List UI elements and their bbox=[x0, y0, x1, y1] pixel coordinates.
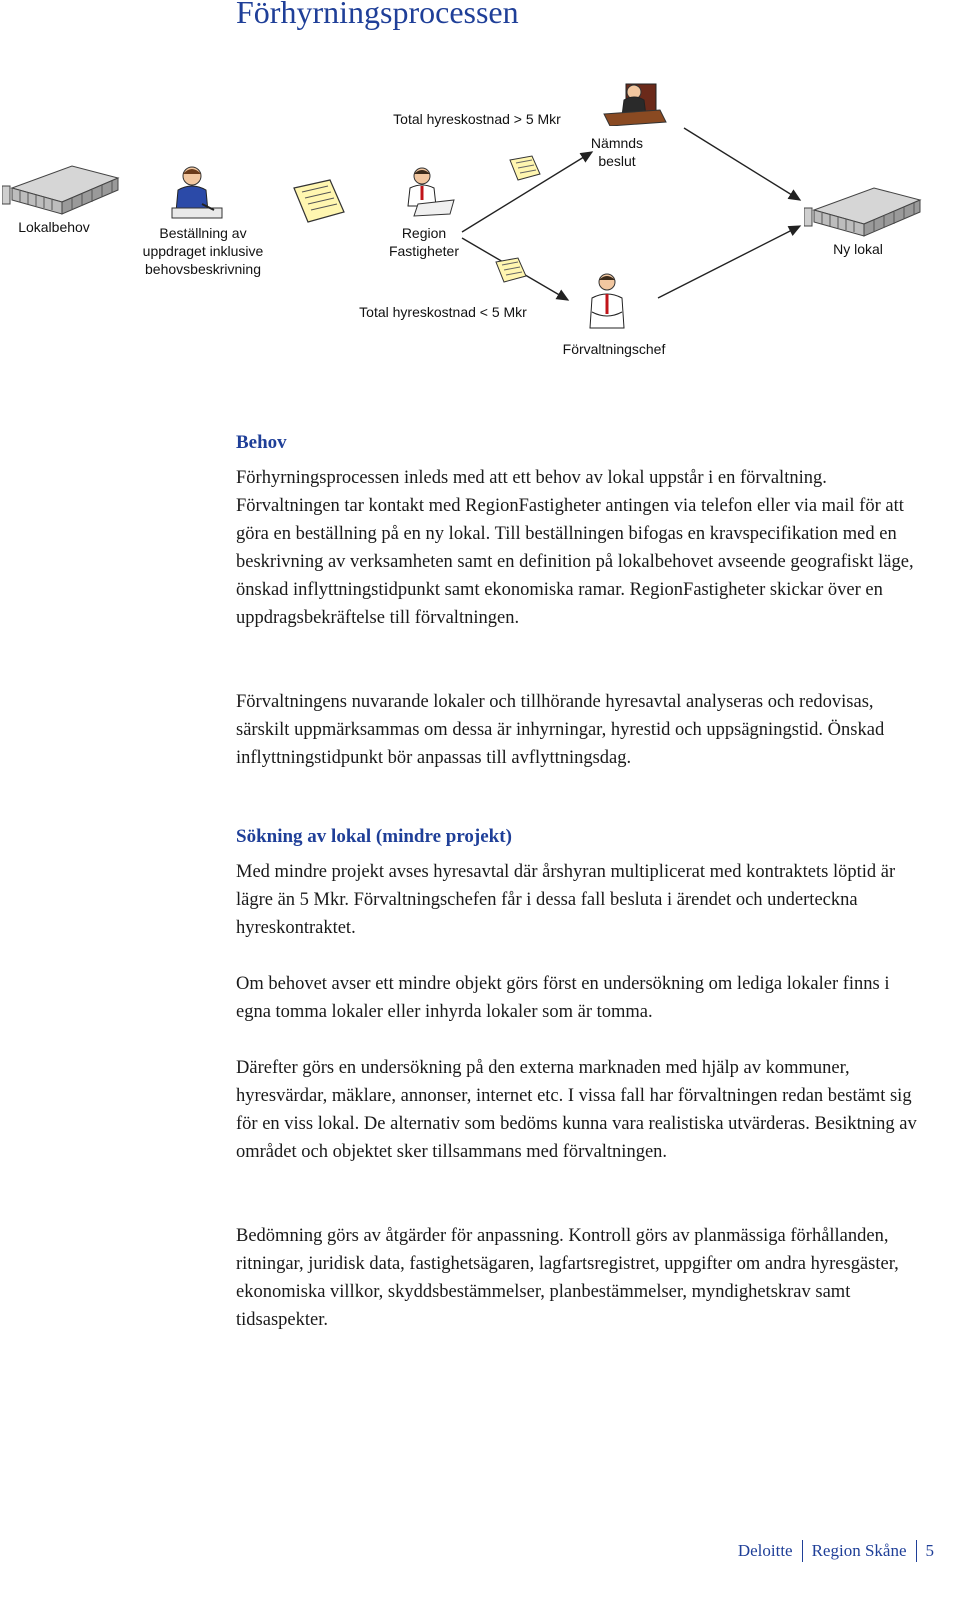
paragraph: Om behovet avser ett mindre objekt görs först en undersökning om lediga lokaler finns i egna tomma lokaler eller inhyrda lokaler som är tomma. bbox=[236, 974, 890, 1022]
footer-separator bbox=[802, 1540, 803, 1562]
label-bestallning: Beställning av uppdraget inklusive behovsbeskrivning bbox=[142, 225, 264, 277]
label-total-high: Total hyreskostnad > 5 Mkr bbox=[393, 111, 561, 127]
person-icon bbox=[586, 272, 628, 330]
footer-separator bbox=[916, 1540, 917, 1562]
person-at-desk-icon bbox=[600, 80, 670, 126]
label-forvaltningschef: Förvaltningschef bbox=[562, 341, 666, 357]
paragraph: Därefter görs en undersökning på den externa marknaden med hjälp av kommuner, hyresvärdar, mäklare, annonser, internet etc. I vissa fall har förvaltningen redan bestämt sig för en viss lokal. De alternativ som bedöms kunna vara realistiska utvärderas. Besiktning av området och objektet sker tillsammans med förvaltningen. bbox=[236, 1058, 917, 1162]
page-title: Förhyrningsprocessen bbox=[236, 0, 519, 30]
document-icon bbox=[508, 154, 542, 182]
label-ny-lokal: Ny lokal bbox=[833, 241, 883, 257]
footer-company: Deloitte bbox=[737, 1541, 793, 1560]
process-diagram bbox=[0, 0, 960, 380]
page-number: 5 bbox=[925, 1541, 934, 1560]
label-namnds-beslut: Nämnds beslut bbox=[590, 135, 644, 169]
building-icon bbox=[804, 180, 922, 238]
paragraph: Bedömning görs av åtgärder för anpassning. Kontroll görs av planmässiga förhållanden, ritningar, juridisk data, fastighetsägaren, lagfartsregistret, uppgifter om andra hyresgäster, ekonomiska villkor, skyddsbestämmelser, planbestämmelser, myndighetskrav samt tidsaspekter. bbox=[236, 1226, 899, 1330]
label-region-fastigheter: Region Fastigheter bbox=[388, 225, 460, 259]
paragraph: Med mindre projekt avses hyresavtal där årshyran multiplicerat med kontraktets löptid är lägre än 5 Mkr. Förvaltningschefen får i dessa fall besluta i ärendet och underteckna hyreskontraktet. bbox=[236, 862, 896, 938]
document-icon bbox=[494, 256, 528, 284]
label-total-low: Total hyreskostnad < 5 Mkr bbox=[359, 304, 527, 320]
paragraph: Förhyrningsprocessen inleds med att ett behov av lokal uppstår i en förvaltning. Förvaltningen tar kontakt med RegionFastigheter antingen via telefon eller via mail för att göra en beställning på en ny lokal. Till beställningen bifogas en kravspecifikation med en beskrivning av verksamheten samt en definition på lokalbehovet avseende geografiskt läge, önskad inflyttningstidpunkt samt ekonomiska ramar. RegionFastigheter skickar över en uppdragsbekräftelse till förvaltningen. bbox=[236, 468, 914, 628]
label-lokalbehov: Lokalbehov bbox=[18, 219, 90, 235]
footer-client: Region Skåne bbox=[811, 1541, 907, 1560]
building-icon bbox=[2, 158, 120, 216]
arrow-chef-to-ny-lokal bbox=[658, 226, 800, 298]
section-heading-sokning: Sökning av lokal (mindre projekt) bbox=[236, 826, 512, 847]
paragraph: Förvaltningens nuvarande lokaler och tillhörande hyresavtal analyseras och redovisas, särskilt uppmärksammas om dessa är inhyrningar, hyrestid och uppsägningstid. Önskad inflyttningstidpunkt bör anpassas till avflyttningsdag. bbox=[236, 692, 885, 768]
section-heading-behov: Behov bbox=[236, 432, 287, 453]
arrow-namnds-to-ny-lokal bbox=[684, 128, 800, 200]
person-writing-icon bbox=[162, 164, 228, 222]
page-footer bbox=[738, 1536, 934, 1566]
document-icon bbox=[290, 178, 348, 224]
person-at-desk-icon bbox=[398, 166, 456, 218]
